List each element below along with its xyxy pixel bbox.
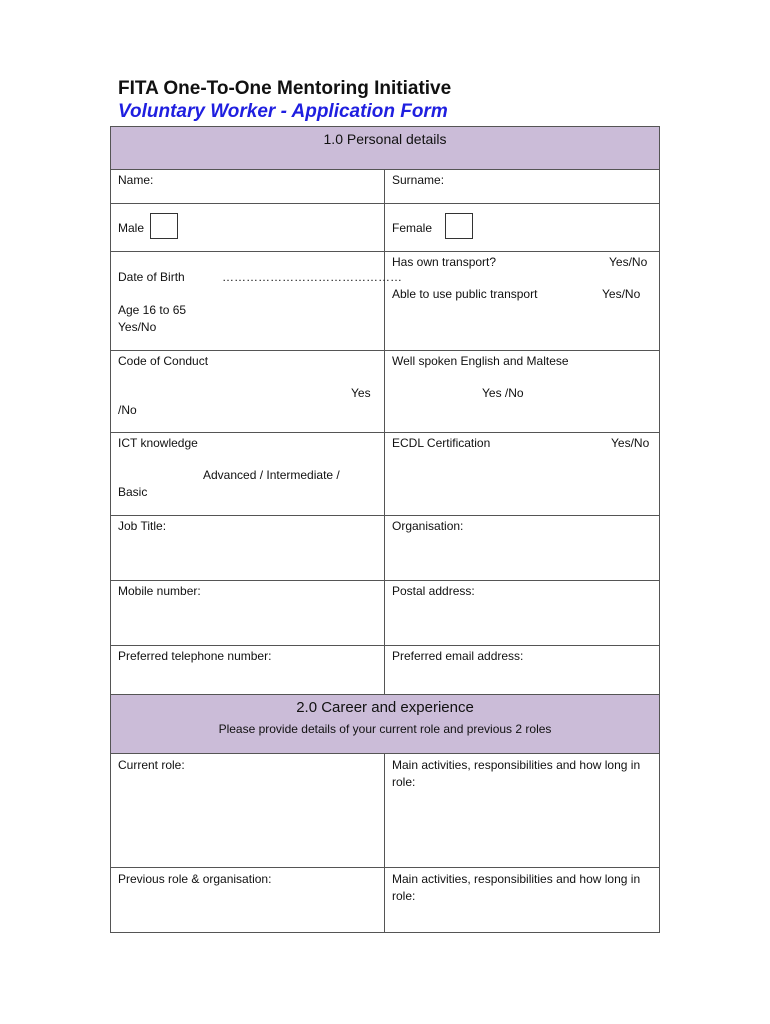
- age-label: Age 16 to 65: [118, 303, 187, 317]
- ict-level-basic[interactable]: Basic: [118, 485, 148, 499]
- male-label: Male: [118, 221, 145, 235]
- ict-level-options[interactable]: Advanced / Intermediate /: [203, 468, 340, 482]
- english-maltese-yes-no[interactable]: Yes /No: [482, 386, 524, 400]
- personal-details-title: 1.0 Personal details: [323, 131, 447, 147]
- current-activities-field[interactable]: [385, 754, 660, 868]
- previous-activities-label: Main activities, responsibilities and how long in: [392, 872, 641, 886]
- female-checkbox[interactable]: [445, 213, 473, 239]
- public-transport-yes-no[interactable]: Yes/No: [602, 287, 641, 301]
- previous-activities-field[interactable]: [385, 868, 660, 933]
- surname-label: Surname:: [392, 173, 445, 187]
- code-of-conduct-yes[interactable]: Yes: [351, 386, 371, 400]
- code-of-conduct-cell: [111, 351, 385, 433]
- postal-address-label: Postal address:: [392, 584, 475, 598]
- english-maltese-cell: [385, 351, 660, 433]
- ecdl-yes-no[interactable]: Yes/No: [611, 436, 650, 450]
- dob-input-line[interactable]: ………………………………………: [222, 270, 402, 284]
- current-activities-label-cont: role:: [392, 775, 416, 789]
- female-label: Female: [392, 221, 433, 235]
- career-title: 2.0 Career and experience: [296, 699, 474, 716]
- organisation-field[interactable]: [385, 516, 660, 581]
- name-label: Name:: [118, 173, 154, 187]
- career-header: [111, 695, 660, 754]
- ecdl-cell: [385, 433, 660, 516]
- career-subtitle: Please provide details of your current role and previous 2 roles: [218, 722, 552, 736]
- surname-field[interactable]: [385, 170, 660, 204]
- male-cell: [111, 204, 385, 252]
- dob-age-cell: [111, 252, 402, 351]
- previous-role-field[interactable]: [111, 868, 385, 933]
- transport-cell: [385, 252, 660, 351]
- code-of-conduct-no[interactable]: /No: [118, 403, 137, 417]
- code-of-conduct-label: Code of Conduct: [118, 354, 209, 368]
- previous-activities-label-cont: role:: [392, 889, 416, 903]
- mobile-number-label: Mobile number:: [118, 584, 201, 598]
- telephone-field[interactable]: [111, 646, 385, 695]
- form-title: FITA One-To-One Mentoring Initiative: [118, 78, 452, 99]
- public-transport-label: Able to use public transport: [392, 287, 538, 301]
- current-role-field[interactable]: [111, 754, 385, 868]
- age-yes-no[interactable]: Yes/No: [118, 320, 157, 334]
- organisation-label: Organisation:: [392, 519, 464, 533]
- email-field[interactable]: [385, 646, 660, 695]
- mobile-number-field[interactable]: [111, 581, 385, 646]
- previous-role-label: Previous role & organisation:: [118, 872, 272, 886]
- form-subtitle: Voluntary Worker - Application Form: [118, 101, 448, 122]
- job-title-field[interactable]: [111, 516, 385, 581]
- name-field[interactable]: [111, 170, 385, 204]
- current-activities-label: Main activities, responsibilities and how long in: [392, 758, 641, 772]
- telephone-label: Preferred telephone number:: [118, 649, 272, 663]
- english-maltese-label: Well spoken English and Maltese: [392, 354, 569, 368]
- personal-details-header: [111, 127, 660, 170]
- dob-label: Date of Birth: [118, 270, 185, 284]
- ecdl-label: ECDL Certification: [392, 436, 491, 450]
- postal-address-field[interactable]: [385, 581, 660, 646]
- own-transport-label: Has own transport?: [392, 255, 497, 269]
- email-label: Preferred email address:: [392, 649, 524, 663]
- ict-knowledge-cell: [111, 433, 385, 516]
- job-title-label: Job Title:: [118, 519, 167, 533]
- ict-knowledge-label: ICT knowledge: [118, 436, 198, 450]
- own-transport-yes-no[interactable]: Yes/No: [609, 255, 648, 269]
- application-form-table: [110, 126, 660, 933]
- male-checkbox[interactable]: [150, 213, 178, 239]
- current-role-label: Current role:: [118, 758, 185, 772]
- female-cell: [385, 204, 660, 252]
